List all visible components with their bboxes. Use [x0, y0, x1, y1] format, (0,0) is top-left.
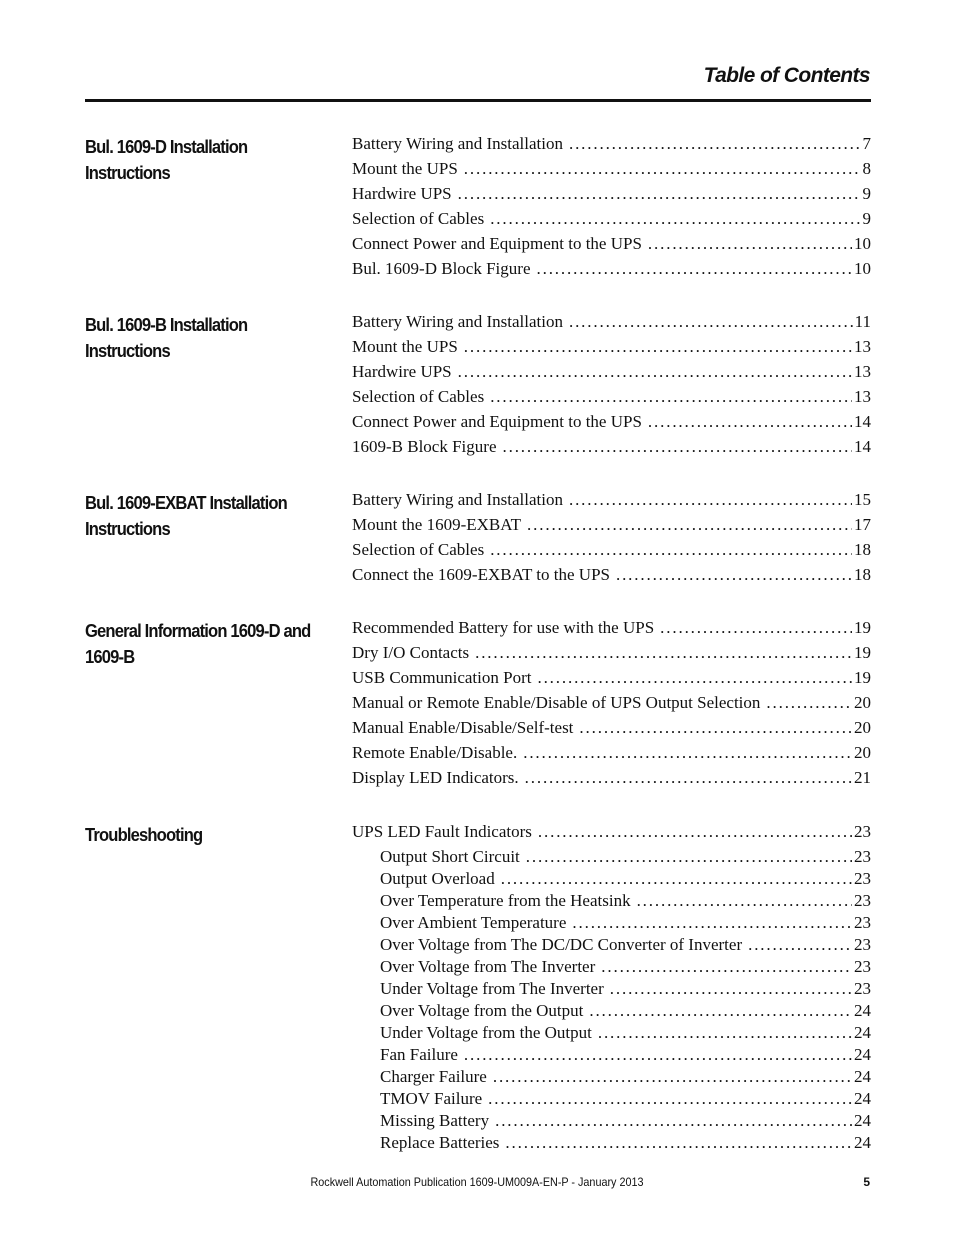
toc-entry[interactable] [352, 490, 871, 515]
leader-dots [490, 540, 852, 560]
toc-subentry[interactable] [352, 869, 871, 891]
toc-entry-title: Battery Wiring and Installation [352, 490, 563, 509]
toc-entry[interactable] [352, 184, 871, 209]
toc-entry[interactable] [352, 259, 871, 284]
leader-dots [527, 515, 852, 535]
toc-entry-title: Recommended Battery for use with the UPS [352, 618, 655, 637]
toc-entry-page: 11 [854, 312, 871, 331]
toc-entry-title: Bul. 1609-D Block Figure [352, 259, 531, 278]
publication-info: Rockwell Automation Publication 1609-UM009A-EN-P - January 2013 [310, 1175, 644, 1189]
toc-entry-title: Over Voltage from the Output [380, 1001, 584, 1020]
toc-entry[interactable] [352, 565, 871, 590]
toc-entry-list [352, 822, 871, 1155]
toc-entry-title: Under Voltage from The Inverter [380, 979, 604, 998]
toc-entry-page: 21 [854, 768, 871, 787]
toc-entry-page: 13 [854, 337, 871, 356]
toc-entry-title: Mount the 1609-EXBAT [352, 515, 522, 534]
section-heading: Bul. 1609-D Installation Instructions [85, 137, 248, 183]
leader-dots [648, 234, 852, 254]
toc-entry[interactable] [352, 693, 871, 718]
toc-entry[interactable] [352, 618, 871, 643]
toc-entry[interactable] [352, 134, 871, 159]
toc-entry-page: 19 [854, 668, 871, 687]
toc-entry[interactable] [352, 643, 871, 668]
toc-entry-page: 24 [854, 1067, 871, 1086]
leader-dots [579, 718, 852, 738]
toc-entry-page: 23 [854, 935, 871, 954]
toc-entry-title: Mount the UPS [352, 337, 458, 356]
toc-entry-title: UPS LED Fault Indicators [352, 822, 532, 841]
toc-entry-page: 23 [854, 847, 871, 866]
leader-dots [537, 259, 853, 279]
toc-entry-page: 24 [854, 1023, 871, 1042]
leader-dots [501, 869, 852, 889]
leader-dots [538, 822, 852, 842]
leader-dots [523, 743, 852, 763]
toc-entry-title: Over Temperature from the Heatsink [380, 891, 631, 910]
toc-subentry[interactable] [352, 979, 871, 1001]
leader-dots [637, 891, 852, 911]
toc-entry-title: 1609-B Block Figure [352, 437, 497, 456]
leader-dots [490, 209, 860, 229]
section-heading: Bul. 1609-B Installation Instructions [85, 315, 248, 361]
section-heading: Troubleshooting [85, 825, 203, 845]
toc-entry-page: 14 [854, 412, 871, 431]
toc-entry-list [352, 618, 871, 793]
toc-entry-list [352, 312, 871, 462]
toc-entry[interactable] [352, 234, 871, 259]
toc-subentry[interactable] [352, 913, 871, 935]
leader-dots [488, 1089, 852, 1109]
toc-entry-title: Replace Batteries [380, 1133, 500, 1152]
toc-entry[interactable] [352, 209, 871, 234]
toc-entry-page: 18 [854, 540, 871, 559]
leader-dots [569, 134, 861, 154]
toc-entry-title: Under Voltage from the Output [380, 1023, 592, 1042]
leader-dots [475, 643, 852, 663]
leader-dots [537, 668, 852, 688]
leader-dots [464, 159, 861, 179]
toc-entry-title: Dry I/O Contacts [352, 643, 470, 662]
page-number: 5 [863, 1175, 870, 1189]
leader-dots [569, 312, 853, 332]
toc-entry-page: 8 [862, 159, 871, 178]
leader-dots [458, 184, 861, 204]
toc-entry-page: 13 [854, 387, 871, 406]
toc-entry[interactable] [352, 540, 871, 565]
leader-dots [601, 957, 852, 977]
toc-entry-page: 23 [854, 979, 871, 998]
toc-entry-page: 18 [854, 565, 871, 584]
page-title: Table of Contents [703, 64, 870, 87]
toc-entry-list [352, 134, 871, 284]
toc-entry-title: Over Ambient Temperature [380, 913, 567, 932]
toc-entry-page: 24 [854, 1133, 871, 1152]
toc-entry[interactable] [352, 768, 871, 793]
toc-entry-page: 23 [854, 891, 871, 910]
toc-entry-page: 23 [854, 957, 871, 976]
toc-entry[interactable] [352, 437, 871, 462]
toc-entry[interactable] [352, 312, 871, 337]
toc-entry-title: Hardwire UPS [352, 362, 452, 381]
toc-entry[interactable] [352, 668, 871, 693]
toc-entry-page: 24 [854, 1045, 871, 1064]
toc-entry[interactable] [352, 822, 871, 847]
leader-dots [490, 387, 852, 407]
toc-entry-page: 10 [854, 234, 871, 253]
toc-entry-title: Hardwire UPS [352, 184, 452, 203]
leader-dots [464, 337, 852, 357]
toc-entry-page: 9 [862, 184, 871, 203]
toc-entry-title: Connect Power and Equipment to the UPS [352, 412, 642, 431]
toc-entry-page: 7 [862, 134, 871, 153]
leader-dots [766, 693, 852, 713]
leader-dots [660, 618, 852, 638]
toc-entry[interactable] [352, 387, 871, 412]
toc-subentry[interactable] [352, 1089, 871, 1111]
toc-entry-page: 24 [854, 1089, 871, 1108]
toc-entry-title: Connect Power and Equipment to the UPS [352, 234, 642, 253]
section-heading: Bul. 1609-EXBAT Installation Instructions [85, 493, 287, 539]
toc-entry-page: 24 [854, 1001, 871, 1020]
toc-entry[interactable] [352, 743, 871, 768]
toc-subentry[interactable] [352, 1001, 871, 1023]
toc-subentry[interactable] [352, 1111, 871, 1133]
toc-entry-list [352, 490, 871, 590]
toc-entry-page: 13 [854, 362, 871, 381]
section-heading: General Information 1609-D and 1609-B [85, 621, 311, 667]
toc-entry-title: Remote Enable/Disable. [352, 743, 518, 762]
toc-entry[interactable] [352, 718, 871, 743]
leader-dots [464, 1045, 852, 1065]
leader-dots [493, 1067, 852, 1087]
leader-dots [648, 412, 852, 432]
toc-entry-title: Output Short Circuit [380, 847, 520, 866]
toc-entry-page: 23 [854, 913, 871, 932]
toc-subentry[interactable] [352, 957, 871, 979]
toc-entry-title: Over Voltage from The Inverter [380, 957, 596, 976]
leader-dots [495, 1111, 852, 1131]
toc-entry[interactable] [352, 337, 871, 362]
toc-entry-page: 14 [854, 437, 871, 456]
toc-entry-page: 15 [854, 490, 871, 509]
toc-entry-page: 20 [854, 693, 871, 712]
toc-entry[interactable] [352, 159, 871, 184]
toc-subentry[interactable] [352, 1067, 871, 1089]
toc-subentry[interactable] [352, 1045, 871, 1067]
toc-entry-page: 20 [854, 743, 871, 762]
toc-entry-page: 9 [862, 209, 871, 228]
toc-entry-title: Selection of Cables [352, 387, 485, 406]
toc-entry-title: Mount the UPS [352, 159, 458, 178]
leader-dots [525, 768, 852, 788]
toc-entry[interactable] [352, 515, 871, 540]
toc-entry-title: Manual Enable/Disable/Self-test [352, 718, 574, 737]
toc-entry-title: Selection of Cables [352, 540, 485, 559]
toc-entry-title: TMOV Failure [380, 1089, 483, 1108]
toc-entry-title: Manual or Remote Enable/Disable of UPS Output Selection [352, 693, 761, 712]
toc-entry-title: Missing Battery [380, 1111, 490, 1130]
leader-dots [458, 362, 852, 382]
toc-entry-page: 24 [854, 1111, 871, 1130]
leader-dots [598, 1023, 852, 1043]
toc-entry-page: 19 [854, 643, 871, 662]
toc-entry-page: 23 [854, 869, 871, 888]
toc-entry-title: Battery Wiring and Installation [352, 312, 563, 331]
toc-subentry[interactable] [352, 935, 871, 957]
leader-dots [503, 437, 853, 457]
leader-dots [505, 1133, 852, 1153]
leader-dots [748, 935, 852, 955]
toc-subentry[interactable] [352, 1023, 871, 1045]
toc-entry-title: Output Overload [380, 869, 495, 888]
toc-entry-title: Over Voltage from The DC/DC Converter of Inverter [380, 935, 743, 954]
toc-entry-page: 17 [854, 515, 871, 534]
toc-entry-title: Selection of Cables [352, 209, 485, 228]
toc-entry-page: 20 [854, 718, 871, 737]
leader-dots [572, 913, 852, 933]
toc-entry-title: Battery Wiring and Installation [352, 134, 563, 153]
leader-dots [589, 1001, 852, 1021]
toc-entry-title: Charger Failure [380, 1067, 487, 1086]
leader-dots [610, 979, 852, 999]
toc-entry-title: Fan Failure [380, 1045, 458, 1064]
toc-entry-page: 19 [854, 618, 871, 637]
toc-subentry[interactable] [352, 1133, 871, 1155]
toc-subentry[interactable] [352, 891, 871, 913]
toc-entry-title: Connect the 1609-EXBAT to the UPS [352, 565, 610, 584]
toc-subentry[interactable] [352, 847, 871, 869]
toc-entry-page: 10 [854, 259, 871, 278]
toc-entry-title: USB Communication Port [352, 668, 532, 687]
leader-dots [569, 490, 852, 510]
toc-entry-page: 23 [854, 822, 871, 841]
leader-dots [616, 565, 852, 585]
toc-entry[interactable] [352, 362, 871, 387]
toc-entry-title: Display LED Indicators. [352, 768, 519, 787]
leader-dots [526, 847, 852, 867]
toc-entry[interactable] [352, 412, 871, 437]
header-divider [85, 99, 871, 102]
